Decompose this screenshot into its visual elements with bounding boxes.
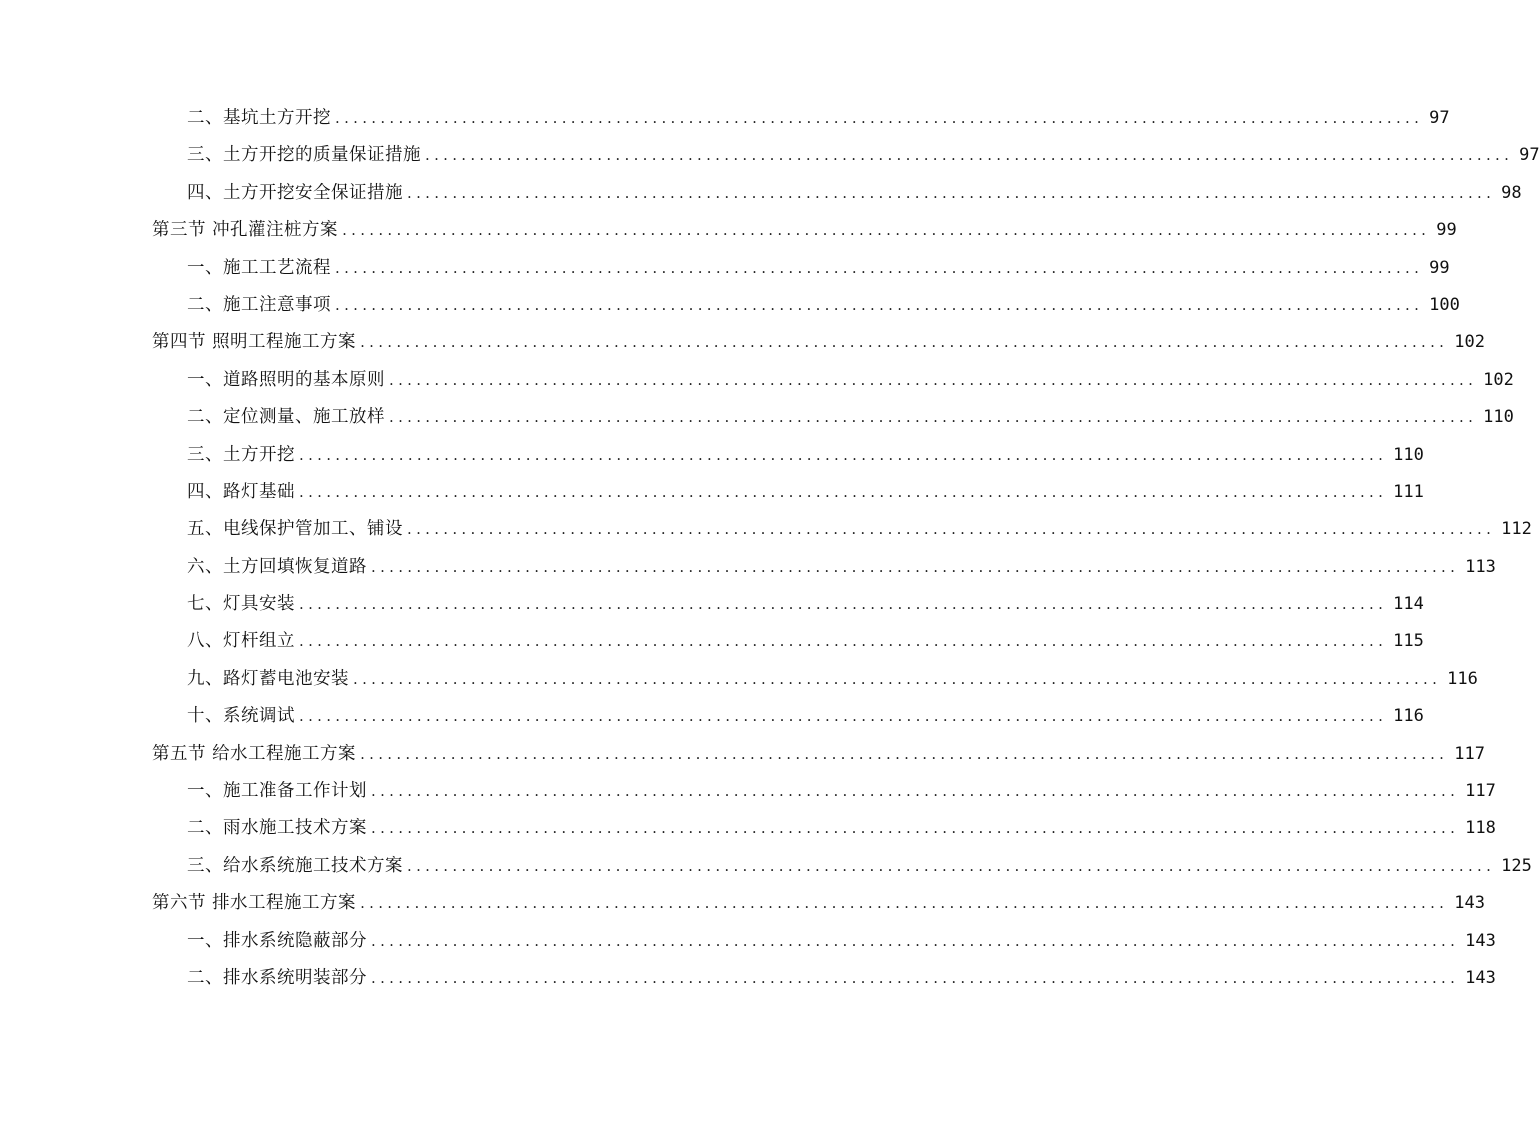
toc-dot-leader: ........................................................................................................................	[299, 632, 1388, 651]
toc-entry-page-number: 114	[1393, 594, 1424, 615]
toc-entry-page-number: 143	[1465, 930, 1496, 951]
table-of-contents	[152, 100, 1540, 997]
toc-subsection-entry	[152, 773, 1496, 810]
toc-subsection-entry	[152, 698, 1424, 735]
toc-subsection-entry	[152, 100, 1450, 137]
toc-dot-leader: ........................................................................................................................	[299, 595, 1388, 614]
toc-entry-page-number: 100	[1429, 294, 1460, 315]
toc-entry-title: 五、电线保护管加工、铺设	[187, 519, 403, 540]
toc-entry-page-number: 111	[1393, 481, 1424, 502]
toc-dot-leader: ........................................................................................................................	[407, 520, 1496, 539]
toc-entry-page-number: 117	[1454, 743, 1485, 764]
toc-dot-leader: ........................................................................................................................	[371, 931, 1460, 950]
toc-subsection-entry	[152, 623, 1424, 660]
toc-subsection-entry	[152, 661, 1478, 698]
toc-dot-leader: ........................................................................................................................	[360, 744, 1449, 763]
toc-subsection-entry	[152, 549, 1496, 586]
toc-entry-title: 二、排水系统明装部分	[187, 967, 367, 988]
toc-entry-title: 二、基坑土方开挖	[187, 108, 331, 128]
toc-entry-title: 一、施工工艺流程	[187, 257, 331, 278]
toc-entry-title: 一、道路照明的基本原则	[187, 369, 385, 390]
toc-dot-leader: ........................................................................................................................	[425, 146, 1514, 165]
toc-entry-page-number: 102	[1454, 332, 1485, 353]
toc-entry-page-number: 97	[1429, 108, 1450, 128]
toc-entry-title: 三、土方开挖的质量保证措施	[187, 145, 421, 166]
toc-dot-leader: ........................................................................................................................	[353, 669, 1442, 688]
toc-entry-title: 第四节 照明工程施工方案	[152, 332, 357, 353]
toc-entry-page-number: 117	[1465, 781, 1496, 802]
toc-subsection-entry	[152, 810, 1496, 847]
toc-entry-title: 二、雨水施工技术方案	[187, 818, 367, 839]
toc-dot-leader: ........................................................................................................................	[371, 968, 1460, 987]
toc-subsection-entry	[152, 437, 1424, 474]
toc-entry-title: 三、土方开挖	[187, 444, 295, 465]
toc-dot-leader: ........................................................................................................................	[371, 782, 1460, 801]
toc-entry-page-number: 125	[1501, 855, 1532, 876]
toc-entry-title: 一、施工准备工作计划	[187, 781, 367, 802]
toc-dot-leader: ........................................................................................................................	[371, 557, 1460, 576]
toc-dot-leader: ........................................................................................................................	[371, 819, 1460, 838]
toc-entry-page-number: 115	[1393, 631, 1424, 652]
toc-subsection-entry	[152, 137, 1540, 174]
toc-entry-title: 四、土方开挖安全保证措施	[187, 182, 403, 203]
toc-entry-title: 三、给水系统施工技术方案	[187, 855, 403, 876]
toc-entry-page-number: 99	[1429, 257, 1450, 278]
toc-entry-page-number: 116	[1447, 668, 1478, 689]
toc-dot-leader: ........................................................................................................................	[407, 183, 1496, 202]
toc-dot-leader: ........................................................................................................................	[360, 333, 1449, 352]
toc-section-entry	[152, 885, 1485, 922]
toc-entry-page-number: 97	[1519, 145, 1540, 166]
toc-dot-leader: ........................................................................................................................	[299, 482, 1388, 501]
toc-subsection-entry	[152, 960, 1496, 997]
toc-dot-leader: ........................................................................................................................	[342, 221, 1431, 240]
toc-dot-leader: ........................................................................................................................	[335, 295, 1424, 314]
toc-subsection-entry	[152, 848, 1532, 885]
toc-entry-page-number: 98	[1501, 182, 1522, 203]
toc-entry-title: 七、灯具安装	[187, 594, 295, 615]
toc-dot-leader: ........................................................................................................................	[389, 408, 1478, 427]
toc-entry-page-number: 112	[1501, 519, 1532, 540]
toc-subsection-entry	[152, 175, 1522, 212]
toc-dot-leader: ........................................................................................................................	[335, 258, 1424, 277]
toc-entry-page-number: 110	[1483, 407, 1514, 428]
toc-subsection-entry	[152, 399, 1514, 436]
toc-entry-page-number: 102	[1483, 369, 1514, 390]
toc-entry-page-number: 113	[1465, 556, 1496, 577]
toc-dot-leader: ........................................................................................................................	[335, 109, 1424, 127]
toc-entry-title: 一、排水系统隐蔽部分	[187, 930, 367, 951]
toc-subsection-entry	[152, 250, 1450, 287]
toc-subsection-entry	[152, 511, 1532, 548]
toc-section-entry	[152, 212, 1457, 249]
toc-entry-page-number: 110	[1393, 444, 1424, 465]
toc-entry-title: 第六节 排水工程施工方案	[152, 893, 357, 914]
toc-entry-page-number: 116	[1393, 706, 1424, 727]
toc-section-entry	[152, 324, 1485, 361]
toc-section-entry	[152, 736, 1485, 773]
toc-dot-leader: ........................................................................................................................	[407, 856, 1496, 875]
toc-entry-title: 十、系统调试	[187, 706, 295, 727]
toc-entry-title: 八、灯杆组立	[187, 631, 295, 652]
toc-entry-title: 二、施工注意事项	[187, 294, 331, 315]
toc-entry-page-number: 99	[1436, 220, 1457, 241]
toc-entry-page-number: 118	[1465, 818, 1496, 839]
toc-dot-leader: ........................................................................................................................	[299, 707, 1388, 726]
toc-subsection-entry	[152, 586, 1424, 623]
toc-dot-leader: ........................................................................................................................	[360, 894, 1449, 913]
toc-entry-page-number: 143	[1465, 967, 1496, 988]
toc-dot-leader: ........................................................................................................................	[389, 370, 1478, 389]
toc-subsection-entry	[152, 362, 1514, 399]
toc-dot-leader: ........................................................................................................................	[299, 445, 1388, 464]
toc-entry-title: 第三节 冲孔灌注桩方案	[152, 220, 339, 241]
toc-entry-title: 六、土方回填恢复道路	[187, 556, 367, 577]
toc-entry-page-number: 143	[1454, 893, 1485, 914]
toc-subsection-entry	[152, 923, 1496, 960]
toc-entry-title: 第五节 给水工程施工方案	[152, 743, 357, 764]
toc-entry-title: 九、路灯蓄电池安装	[187, 668, 349, 689]
toc-entry-title: 四、路灯基础	[187, 481, 295, 502]
toc-entry-title: 二、定位测量、施工放样	[187, 407, 385, 428]
toc-subsection-entry	[152, 474, 1424, 511]
toc-subsection-entry	[152, 287, 1460, 324]
